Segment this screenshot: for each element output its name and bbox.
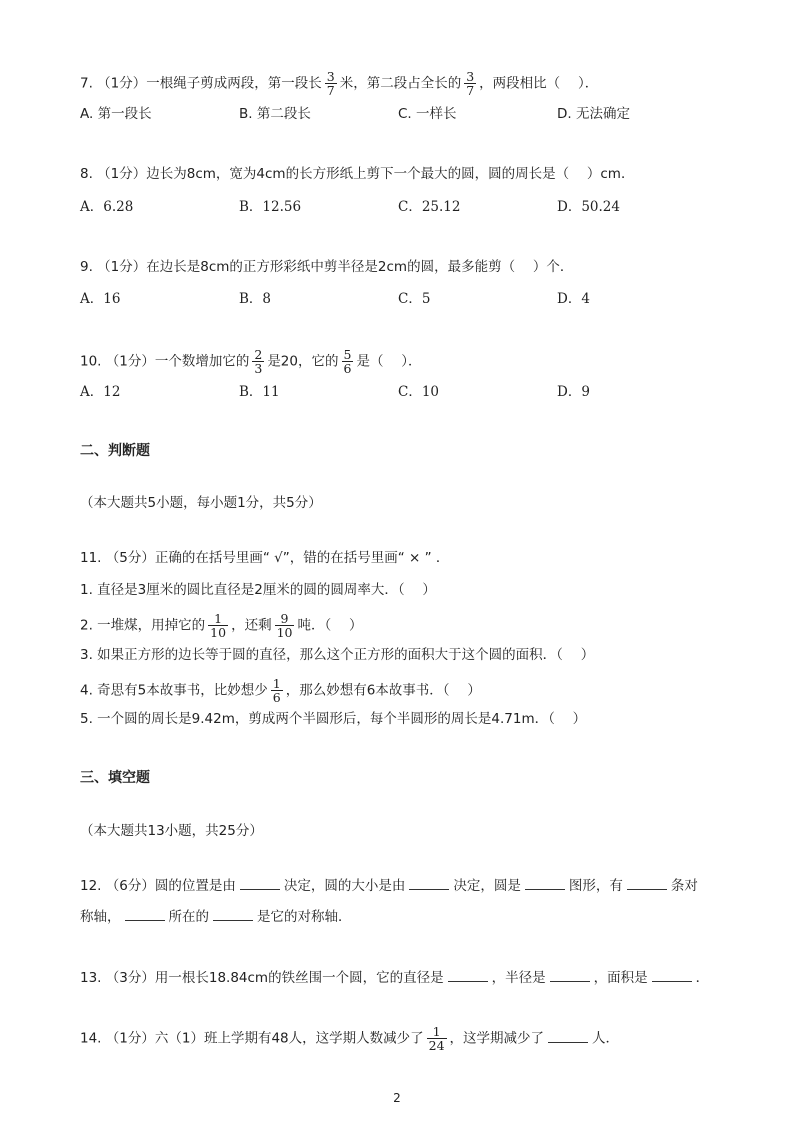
option-a[interactable]: A．12 [80,384,121,400]
question-13: 13. （3分）用一根长18.84cm的铁丝围一个圆，它的直径是 ，半径是 ，面积是 ． [80,967,709,988]
fraction: $\frac{1}{24}$ [428,1024,445,1053]
question-10: 10. （1分）一个数增加它的 $\frac{2}{3}$ 是20，它的 $\frac{5}{6}$ 是（ ）． [80,347,422,376]
option-d[interactable]: D．4 [557,291,590,307]
option-c[interactable]: C．10 [398,384,440,400]
section-title: 二、判断题 [80,443,150,459]
option-a[interactable]: A. 第一段长 [80,106,152,122]
option-c[interactable]: C. 一样长 [398,106,457,122]
answer-blank[interactable] [627,875,667,890]
option-b[interactable]: B．11 [239,384,280,400]
answer-blank[interactable] [652,967,692,982]
answer-blank[interactable] [525,875,565,890]
fraction: $\frac{3}{7}$ [466,69,475,98]
list-item: 1. 直径是3厘米的圆比直径是2厘米的圆的圆周率大．（ ） [80,582,436,598]
fraction: $\frac{5}{6}$ [343,347,352,376]
option-d[interactable]: D. 无法确定 [557,106,630,122]
option-b[interactable]: B．8 [239,291,272,307]
question-9: 9. （1分）在边长是8cm的正方形彩纸中剪半径是2cm的圆，最多能剪（ ）个． [80,259,574,275]
answer-blank[interactable] [213,906,253,921]
question-7: 7. （1分）一根绳子剪成两段，第一段长 $\frac{3}{7}$ 米，第二段占全长的 $\frac{3}{7}$ ，两段相比（ ）． [80,69,599,98]
section-note: （本大题共5小题，每小题1分，共5分） [80,495,322,511]
question-11: 11. （5分）正确的在括号里画“ √”，错的在括号里画“ × ” ． [80,550,450,566]
list-item: 4. 奇思有5本故事书，比妙想少 $\frac{1}{6}$ ，那么妙想有6本故事书．（ ） [80,676,481,705]
question-12: 12. （6分）圆的位置是由 决定，圆的大小是由 决定，圆是 图形，有 条对 [80,875,698,896]
option-d[interactable]: D．50.24 [557,199,620,215]
answer-blank[interactable] [550,967,590,982]
option-a[interactable]: A．6.28 [80,199,134,215]
option-b[interactable]: B．12.56 [239,199,302,215]
option-d[interactable]: D．9 [557,384,590,400]
answer-blank[interactable] [448,967,488,982]
question-12-continued: 称轴， 所在的 是它的对称轴． [80,906,352,927]
section-title: 三、填空题 [80,770,150,786]
fraction: $\frac{9}{10}$ [276,611,293,640]
option-b[interactable]: B. 第二段长 [239,106,311,122]
page-number: 2 [393,1091,401,1105]
list-item: 5. 一个圆的周长是9.42m，剪成两个半圆形后，每个半圆形的周长是4.71m．（ ） [80,711,587,727]
question-14: 14. （1分）六（1）班上学期有48人，这学期人数减少了 $\frac{1}{24}$ ，这学期减少了 人． [80,1024,620,1053]
answer-blank[interactable] [125,906,165,921]
answer-blank[interactable] [409,875,449,890]
answer-blank[interactable] [548,1028,588,1043]
list-item: 3. 如果正方形的边长等于圆的直径，那么这个正方形的面积大于这个圆的面积．（ ） [80,647,595,663]
list-item: 2. 一堆煤，用掉它的 $\frac{1}{10}$ ，还剩 $\frac{9}{10}$ 吨．（ ） [80,611,363,640]
fraction: $\frac{2}{3}$ [254,347,263,376]
question-8: 8. （1分）边长为8cm，宽为4cm的长方形纸上剪下一个最大的圆，圆的周长是（ ）cm． [80,166,635,182]
option-c[interactable]: C．5 [398,291,431,307]
answer-blank[interactable] [240,875,280,890]
fraction: $\frac{3}{7}$ [326,69,335,98]
option-a[interactable]: A．16 [80,291,121,307]
fraction: $\frac{1}{6}$ [272,676,281,705]
option-c[interactable]: C．25.12 [398,199,461,215]
fraction: $\frac{1}{10}$ [210,611,227,640]
section-note: （本大题共13小题，共25分） [80,823,263,839]
